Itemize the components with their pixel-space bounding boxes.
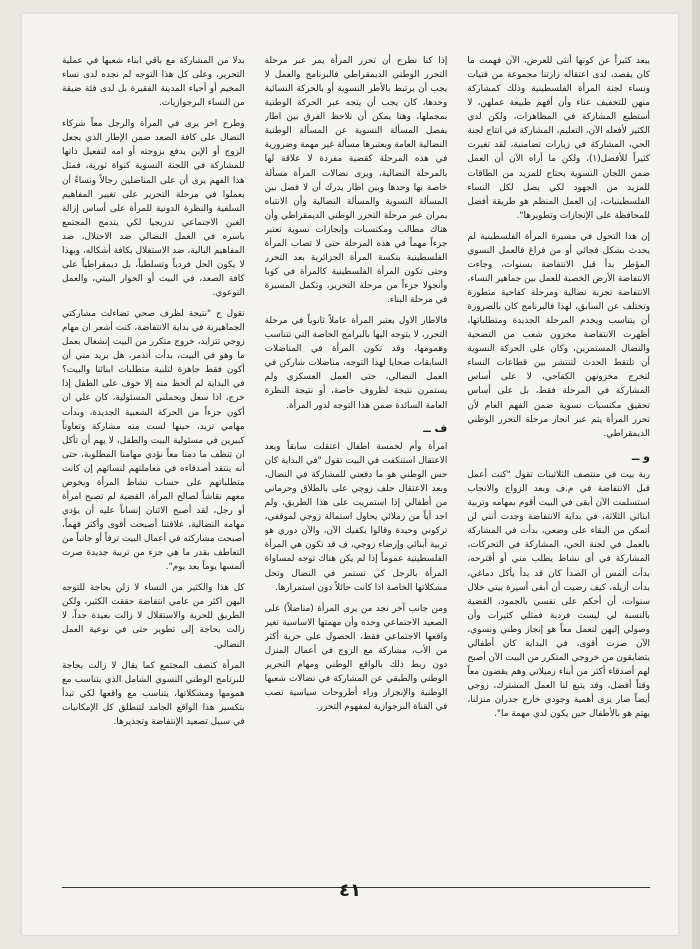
paragraph: يبعد كثيراً عن كونها أنثى للعرض، الآن فهمت ما كان يقصد، لدى اعتقاله زارتنا مجموعة من فتيات ونساء لجنة المرأة الفلسطينية وذلك كمشاركة منهن للتخفيف عناء وأن أفهم طبيعة عملهن، لا أستطيع المشاركة في المظاهرات، ولكن لدي الكثير لأفعله الآن، التعليم، المشاركة في انتاج لجنة الحي، المشاركة في زيارات تضامنية، لقد تغيرت كثيراً للأفضل(١)، ولكن ما أراه الآن أن العمل ضمن اللجان النسوية يحتاج للمزيد من الطاقات للمزيد من الجهود لكي يصل لكل النساء الفلسطينيات، إن العمل المنظم هو طريقة أفضل للمحافظة على الإنجازات وتطويرها". <box>467 56 650 221</box>
text-columns <box>62 54 650 880</box>
document-page <box>22 14 678 935</box>
paragraph: كل هذا والكثير من النساء لا زلن بحاجة للتوجه اليهن اكثر من عامي انتفاضة حققت الكثير، ولكن الطريق للحرية والاستقلال لا زالت بعيدة جداً، لا زالت بحاجة إلى تطوير حتى في نوعية العمل النضالي. <box>61 583 245 650</box>
paragraph: وطرح اخر يرى في المرأة والرجل معاً شركاء النضال على كافة الصعد ضمن الإطار الذي يجعل الزوج أو الإبن يدفع بزوجته أو امه لتفعيل ذاتها للمشاركة في اللجنة النسوية كنواة ثورية، فمثل هذا الفهم يرى أن على المناضلين رجالاً ونساءً أن يعملوا في مرحلة التحرير على تغيير المفاهيم السلفية والنظرة الدونية للمرأة على أساس إزالة الغبن الاجتماعي تدريجيا لكي يتدمج المجتمع باسره في العمل النضالي ضد الاحتلال، ضد المفاهيم البالية، ضد الاستغلال بكافة أشكاله، وبهذا لا يكون الحل فردياً وتسلطياً، بل ديمقراطياً على كافة الصعد، في البيت أو الحوار البيتي، والعمل التوعوي. <box>61 119 245 298</box>
paragraph: بدلا من المشاركة مع باقي ابناء شعبها في عملية التحرير، وعلى كل هذا التوجه لم نجده لدى نساء المخيم أو أحياء المدينة الفقيرة بل لدى فئة ضيقة من النساء البرجوازيات. <box>61 56 245 109</box>
column-middle <box>265 54 448 880</box>
paragraph: امرأة وأم لخمسة اطفال اعتقلت سابقاً وبعد الاعتقال استنكفت في البيت تقول "في البداية كان حس الوطني هو ما دفعني للمشاركة في النضال، وبعد الاعتقال حلف زوجي على بالطلاق وحرماني من أطفالي إذا استمريت على هذا الطريق، ولم اجد أياً من زملائي يحاول استمالة زوجي لموقفي، تركوني وحيدة وقالوا يكفيك الآن، والآن دوري هو تربية أبنائي وإرضاء زوجي، ف قد تكون هي المرأة الفلسطينية عموماً إذا لم يكن هناك توجه لمساواة المرأة بالرجل كي تستمر في النضال وتحل مشكلاتها الخاصة اذا كانت حائلاً دون استمرارها. <box>264 441 448 593</box>
paragraph: تقول ح "نتيجة لظرف صحي تضاءلت مشاركتي الجماهيرية في بداية الانتفاضة، كنت أشعر ان مهام زوجي تتزايد، خروج متكرر من البيت إنشغال بعمل ما وهو في البيت، بدأت أتذمر، هل يريد مني أن أكون فقط جاهزة لتلبية متطلبات ابنائنا والبيت؟ في البداية لم ألحظ منه إلا خوف على الطفل إذا خرج، اذا سعل ويحملني المسئولية، كان علي ان أكون جزءاً من الحركة الشعبية الجديدة، وبدأت مهامي تزيد، حينها لست منه مشاركة وتعاوناً كبيرين في مسئولية البيت والطفل، لا يهم أن تأكل ان تنظف ما دمنا معاً نؤدي مهامنا المطلوبة، حتى أنه ينتقد أصدقاءه في معاملتهم لنسائهم إن كانت متطلباتهم على حساب نشاط المرأة ويخوض معهم نقاشاً لصالح المرأة، القضية لم تصبح امرأة أو رجل، لقد أصبح الاثنان إنساناً عليه أن يؤدي مهامه النضالية، علاقتنا أصبحت أقوى وأكثر فهماً، أصبحت مشاركته في أعمال البيت ترفاً أو جانباً من التعاطف بقدر ما هي جزء من تربية جديدة صرت ألمسها يوماً بعد يوم". <box>61 309 245 573</box>
paragraph: فالاطار الاول يعتبر المرأة عاملاً ثانوياً في مرحلة التحرر، لا يتوجه اليها بالبرامج الخاصة التي تتناسب وهمومها، وقد تكون المرأة في المناضلات السابقات ضحايا لهذا التوجه، مناضلات شاركن في العمل النضالي، حتى العمل العسكري ولم يستمرن نتيجة لظروف خاصة، أو نتيجة النظرة العامة السائدة ضمن هذا التوجه لدور المرأة. <box>264 316 448 411</box>
paragraph: ربة بيت في منتصف الثلاثينات تقول "كنت أعمل قبل الانتفاضة في م.ف وبعد الزواج والانجاب استسلمت الآن أبقى في البيت أقوم بمهامه وتربية ابنائي الثلاثة، في بداية الانتفاضة وجدت أنني لن أتمكن من البقاء على وضعي، بدأت في المشاركة بالعمل في لجنة الحي، المشاركة في التحركات، المشاركة في أي نشاط يطلب مني أو أقترحه، بدأت ألمس أن الصدأ كان قد بدأ يأكل دماغي، بدأت أزيله، كيف رضيت أن أبقى أسيرة بيتي خلال سنوات، أن أحكم على نفسي بالجمود، القضية بالنسبة لي ليست فردية فمثلي كثيرات وأن وصولي إليهن لنعمل معاً هو إنجاز وطني ونسوي، الآن صرت أقوى، في البداية كان أطفالي يتضايقون من خروجي المتكرر من البيت الآن أصبح لهم أصدقاء أكثر من أبناء زميلاتي وهم يقضون معاً وقتاً أفضل، وقد يتبع لنا العمل المشترك، زوجي أيضاً صار يرى أهمية وجودي خارج جدران منزلنا، يهتم هو بالأطفال حين يكون لدي مهمة ما". <box>467 470 650 720</box>
paragraph: إذا كنا نطرح أن تحرر المرأة يمر عبر مرحلة التحرر الوطني الديمقراطي فالبرنامج والعمل لا يجب أن يرتبط بالأطر النسوية أو بالحركة النسائية وحدها، كان يجب أن يتجه عبر الحركة الوطنية بمجملها، وهنا يمكن أن نلاحظ الفرق بين اطار يفصل المسألة النسوية عن المسألة الوطنية النضالية العامة ويعتبرها مسألة غير مهمة وضرورية في هذه المرحلة كقضية مفردة لا علاقة لها بالمرحلة النضالية، ويرى نضالات المرأة مسألة خاصة بها وحدها وبين اطار يدرك أن لا فصل بين المسألة النسوية والمسألة النضالية وأن الانتباه يمران عبر مرحلة التحرر الوطني الديمقراطي وأن هناك مطالب ومكتسبات وإنجازات نسوية تعتبر جزءاً مهماً في هذه المرحلة حتى لا تصاب المرأة الفلسطينية بنكسة المرأة الجزائرية بعد التحرر وحتى تكون المرأة الفلسطينية كالمرأة في كوبا وأنجولا جزءاً من مرحلة التحرير، وتكمل المسيرة في مرحلة البناء. <box>264 56 448 306</box>
page-number: ٤١ <box>339 880 361 901</box>
paragraph: إن هذا التحول في مسيرة المرأة الفلسطينية لم يحدث بشكل فجائي أو من فراغ فالعمل النسوي المؤطر بدأ قبل الانتفاضة بسنوات، وجاءت الانتفاضة الأرض الخصبة للعمل بين جماهير النساء، الانتفاضة تجربة نضالية ومرحلة كفاحية متطورة وتختلف عن السابق، لهذا فالبرنامج كان بالضرورة أن يتناسب ويخدم المرحلة الجديدة ومتطلباتها، أظهرت الانتفاضة مخزون شعب من التضحية والنضال المستمرين، وكان على الحركة النسوية أن تلتقط الحدث لتنتشر بين قطاعات النساء لتخرج مخزونهن الكفاحي، لا على أساس المشاركة في المرحلة فقط، بل على أساس تحقيق مكتسبات نسوية ضمن الفهم العام لأن تحرر المرأة يتم عبر انجاز مرحلة التحرر الوطني الديمقراطي. <box>467 231 650 439</box>
paragraph: المرأة كنصف المجتمع كما يقال لا زالت بحاجة للبرنامج الوطني النسوي الشامل الذي يتناسب مع همومها ومشكلاتها، يتناسب مع واقعها لكي تبدأ بتكسير هذا الواقع الجامد لتنطلق كل الإمكانيات في سبيل تصعيد الإنتفاضة وتجذيرها. <box>61 660 245 727</box>
column-left <box>62 54 245 880</box>
section-marker: ف ــ <box>423 421 448 435</box>
page-edge <box>692 0 700 949</box>
paragraph: ومن جانب آخر نجد من يرى المرأة (مناضلاً) على الصعيد الاجتماعي وحده وأن مهمتها الاساسية تغير واقعها الاجتماعي فقط، الحصول على حرية أكثر من الأب، مشاركة مع الزوج في أعمال المنزل دون ربط ذلك بالواقع الوطني ومهام التحرير الوطني والطبقي عن المشاركة في نضالات شعبها الوطنية والإنجرار وراء أطروحات سياسية تصب في القناة البرجوازية لمفهوم التحرر. <box>264 603 448 713</box>
column-right <box>467 54 650 880</box>
section-marker: و ــ <box>631 449 650 463</box>
